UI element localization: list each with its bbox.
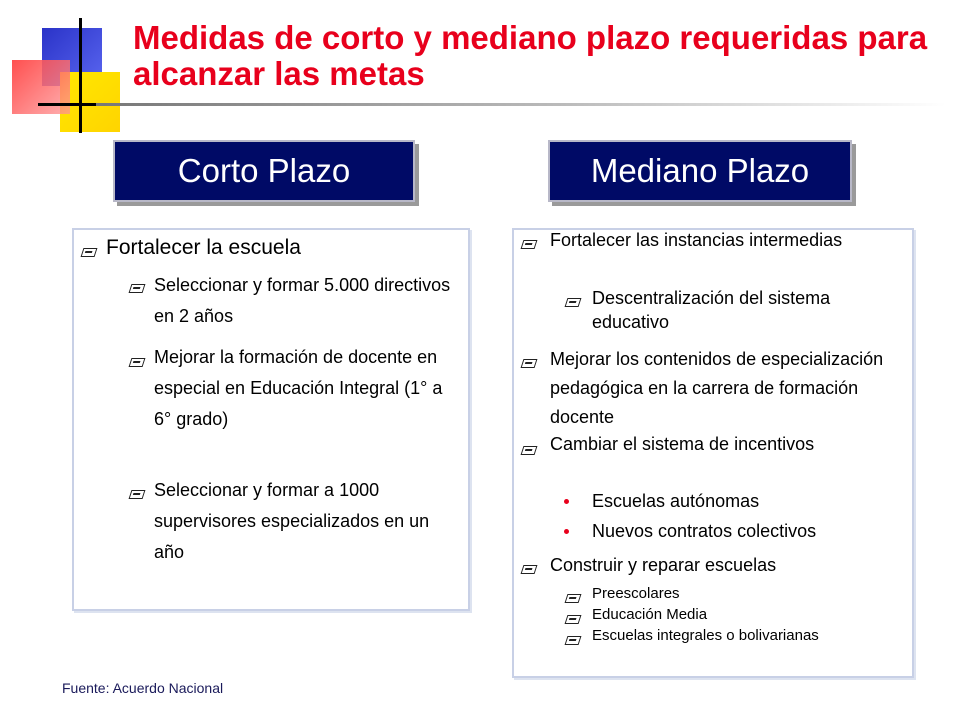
short-sub-text-2: Mejorar la formación de docente en especial en Educación Integral (1° a 6° grado) xyxy=(154,347,443,429)
document-bullet-icon xyxy=(522,357,538,369)
document-bullet-icon xyxy=(566,613,582,625)
medium-item-4-sub-3: Escuelas integrales o bolivarianas xyxy=(592,627,819,644)
dot-bullet-icon xyxy=(564,529,569,534)
medium-item-4-sub-2: Educación Media xyxy=(592,606,708,623)
short-main-text: Fortalecer la escuela xyxy=(106,236,301,259)
medium-item-3-sub-2: Nuevos contratos colectivos xyxy=(592,521,817,541)
panel-corto-plazo xyxy=(72,228,470,611)
document-bullet-icon xyxy=(130,488,146,500)
document-bullet-icon xyxy=(522,563,538,575)
title-underline xyxy=(96,103,946,106)
short-sub-text-3: Seleccionar y formar a 1000 supervisores especializados en un año xyxy=(154,480,430,562)
document-bullet-icon xyxy=(566,296,582,308)
short-sub-text-1: Seleccionar y formar 5.000 directivos en 2 años xyxy=(154,275,451,326)
header-corto-plazo: Corto Plazo xyxy=(113,140,415,202)
logo-graphic xyxy=(0,0,130,140)
document-bullet-icon xyxy=(130,356,146,368)
medium-item-text-4: Construir y reparar escuelas xyxy=(550,555,777,575)
document-bullet-icon xyxy=(522,444,538,456)
source-caption: Fuente: Acuerdo Nacional xyxy=(62,680,224,696)
medium-item-3-sub-1: Escuelas autónomas xyxy=(592,491,760,511)
slide-title: Medidas de corto y mediano plazo requeridas para alcanzar las metas xyxy=(133,19,928,92)
document-bullet-icon xyxy=(522,238,538,250)
document-bullet-icon xyxy=(566,634,582,646)
document-bullet-icon xyxy=(82,246,98,258)
medium-item-1-sub-1: Descentralización del sistema educativo xyxy=(592,288,831,332)
dot-bullet-icon xyxy=(564,499,569,504)
medium-item-text-2: Mejorar los contenidos de especialización pedagógica en la carrera de formación docente xyxy=(550,349,884,427)
logo-vertical-line xyxy=(79,18,82,133)
panel-mediano-plazo xyxy=(512,228,914,678)
header-mediano-plazo: Mediano Plazo xyxy=(548,140,852,202)
medium-item-text-1: Fortalecer las instancias intermedias xyxy=(550,230,843,250)
document-bullet-icon xyxy=(130,282,146,294)
medium-item-text-3: Cambiar el sistema de incentivos xyxy=(550,434,815,454)
medium-item-4-sub-1: Preescolares xyxy=(592,585,680,602)
document-bullet-icon xyxy=(566,592,582,604)
